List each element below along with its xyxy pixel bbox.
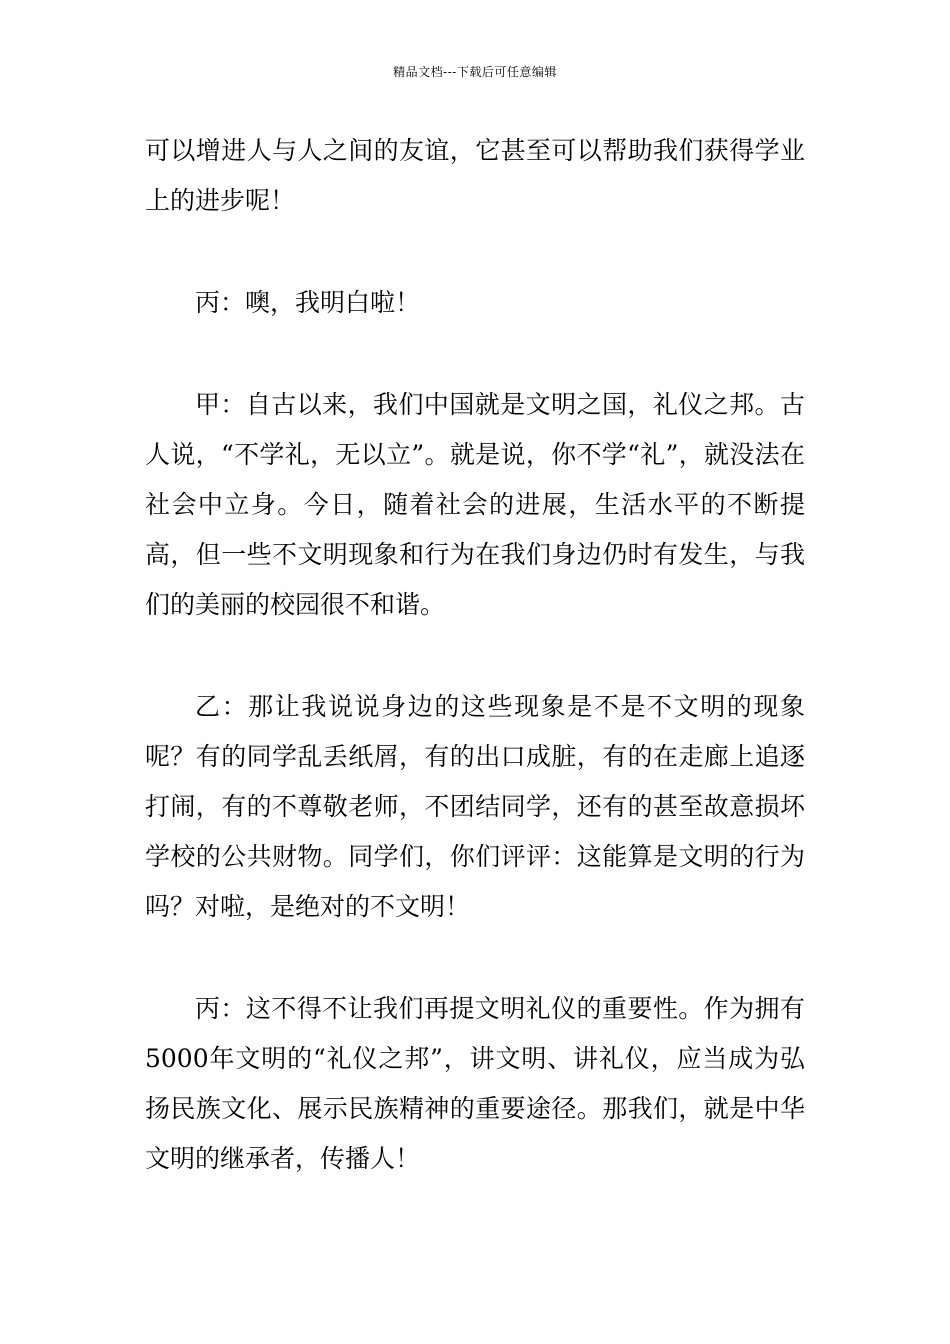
document-body bbox=[145, 126, 805, 1236]
page-header: 精品文档---下载后可任意编辑 bbox=[393, 65, 557, 79]
paragraph-jia: 甲：自古以来，我们中国就是文明之国，礼仪之邦。古人说，“不学礼，无以立”。就是说，你不学“礼”，就没法在社会中立身。今日，随着社会的进展，生活水平的不断提高，但一些不文明现象和行为在我们身边仍时有发生，与我们的美丽的校园很不和谐。 bbox=[145, 390, 805, 619]
paragraph-continuation: 可以增进人与人之间的友谊，它甚至可以帮助我们获得学业上的进步呢！ bbox=[145, 136, 805, 215]
paragraph-yi: 乙：那让我说说身边的这些现象是不是不文明的现象呢？有的同学乱丢纸屑，有的出口成脏，有的在走廊上追逐打闹，有的不尊敬老师，不团结同学，还有的甚至故意损坏学校的公共财物。同学们，你们评评：这能算是文明的行为吗？对啦，是绝对的不文明！ bbox=[145, 692, 805, 921]
paragraph-bing-2: 丙：这不得不让我们再提文明礼仪的重要性。作为拥有5000年文明的“礼仪之邦”，讲文明、讲礼仪，应当成为弘扬民族文化、展示民族精神的重要途径。那我们，就是中华文明的继承者，传播人！ bbox=[145, 994, 805, 1173]
paragraph-bing-1: 丙：噢，我明白啦！ bbox=[195, 288, 421, 317]
